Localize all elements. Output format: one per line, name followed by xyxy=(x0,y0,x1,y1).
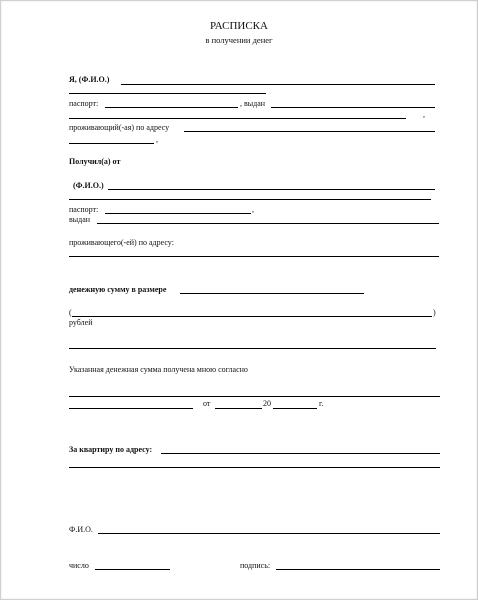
lender-name-line-2[interactable] xyxy=(69,199,431,200)
borrower-issued-line-2[interactable] xyxy=(69,118,406,119)
lender-name-line[interactable] xyxy=(108,189,435,190)
purpose-label: За квартиру по адресу: xyxy=(69,445,153,454)
lender-issued-label: выдан xyxy=(69,215,91,224)
lender-passport-label: паспорт: xyxy=(69,205,99,214)
borrower-residence-line-2[interactable] xyxy=(69,143,154,144)
purpose-line-2[interactable] xyxy=(69,467,440,468)
signature-name-line[interactable] xyxy=(98,533,440,534)
lender-issued-line[interactable] xyxy=(97,223,439,224)
basis-year-line[interactable] xyxy=(273,408,317,409)
signature-date-label: число xyxy=(69,561,89,570)
amount-currency: рублей xyxy=(69,318,93,327)
amount-line[interactable] xyxy=(180,293,364,294)
signature-sign-line[interactable] xyxy=(276,569,440,570)
signature-date-line[interactable] xyxy=(95,569,170,570)
borrower-name-line-2[interactable] xyxy=(69,93,266,94)
borrower-residence-comma: , xyxy=(156,135,158,144)
amount-open-paren: ( xyxy=(69,308,72,317)
basis-from-label: от xyxy=(203,399,211,408)
amount-extra-line[interactable] xyxy=(69,348,436,349)
basis-document-line[interactable] xyxy=(69,408,193,409)
lender-name-label: (Ф.И.О.) xyxy=(73,181,104,190)
borrower-issued-line[interactable] xyxy=(271,107,435,108)
borrower-passport-label: паспорт: xyxy=(69,99,99,108)
borrower-residence-label: проживающий(-ая) по адресу xyxy=(69,123,170,132)
borrower-comma: , xyxy=(423,110,425,119)
lender-residence-label: проживающего(-ей) по адресу: xyxy=(69,238,174,247)
borrower-issued-label: , выдан xyxy=(240,99,266,108)
amount-label: денежную сумму в размере xyxy=(69,285,167,294)
borrower-passport-line[interactable] xyxy=(105,107,238,108)
lender-residence-line[interactable] xyxy=(69,256,439,257)
lender-passport-comma: , xyxy=(252,205,254,214)
basis-year-prefix: 20 xyxy=(263,399,271,408)
borrower-name-label: Я, (Ф.И.О.) xyxy=(69,75,110,84)
signature-sign-label: подпись: xyxy=(240,561,271,570)
purpose-line[interactable] xyxy=(161,453,440,454)
basis-line[interactable] xyxy=(69,396,440,397)
basis-year-suffix: г. xyxy=(319,399,324,408)
document-subtitle: в получении денег xyxy=(205,35,273,45)
lender-passport-line[interactable] xyxy=(105,213,251,214)
basis-text: Указанная денежная сумма получена мною согласно xyxy=(69,365,248,374)
document-title: РАСПИСКА xyxy=(210,20,268,32)
amount-close-paren: ) xyxy=(433,308,436,317)
received-from-label: Получил(а) от xyxy=(69,157,121,166)
borrower-name-line[interactable] xyxy=(121,84,435,85)
basis-date-line[interactable] xyxy=(215,408,262,409)
amount-words-line[interactable] xyxy=(72,316,432,317)
borrower-residence-line[interactable] xyxy=(184,131,435,132)
signature-name-label: Ф.И.О. xyxy=(69,525,93,534)
